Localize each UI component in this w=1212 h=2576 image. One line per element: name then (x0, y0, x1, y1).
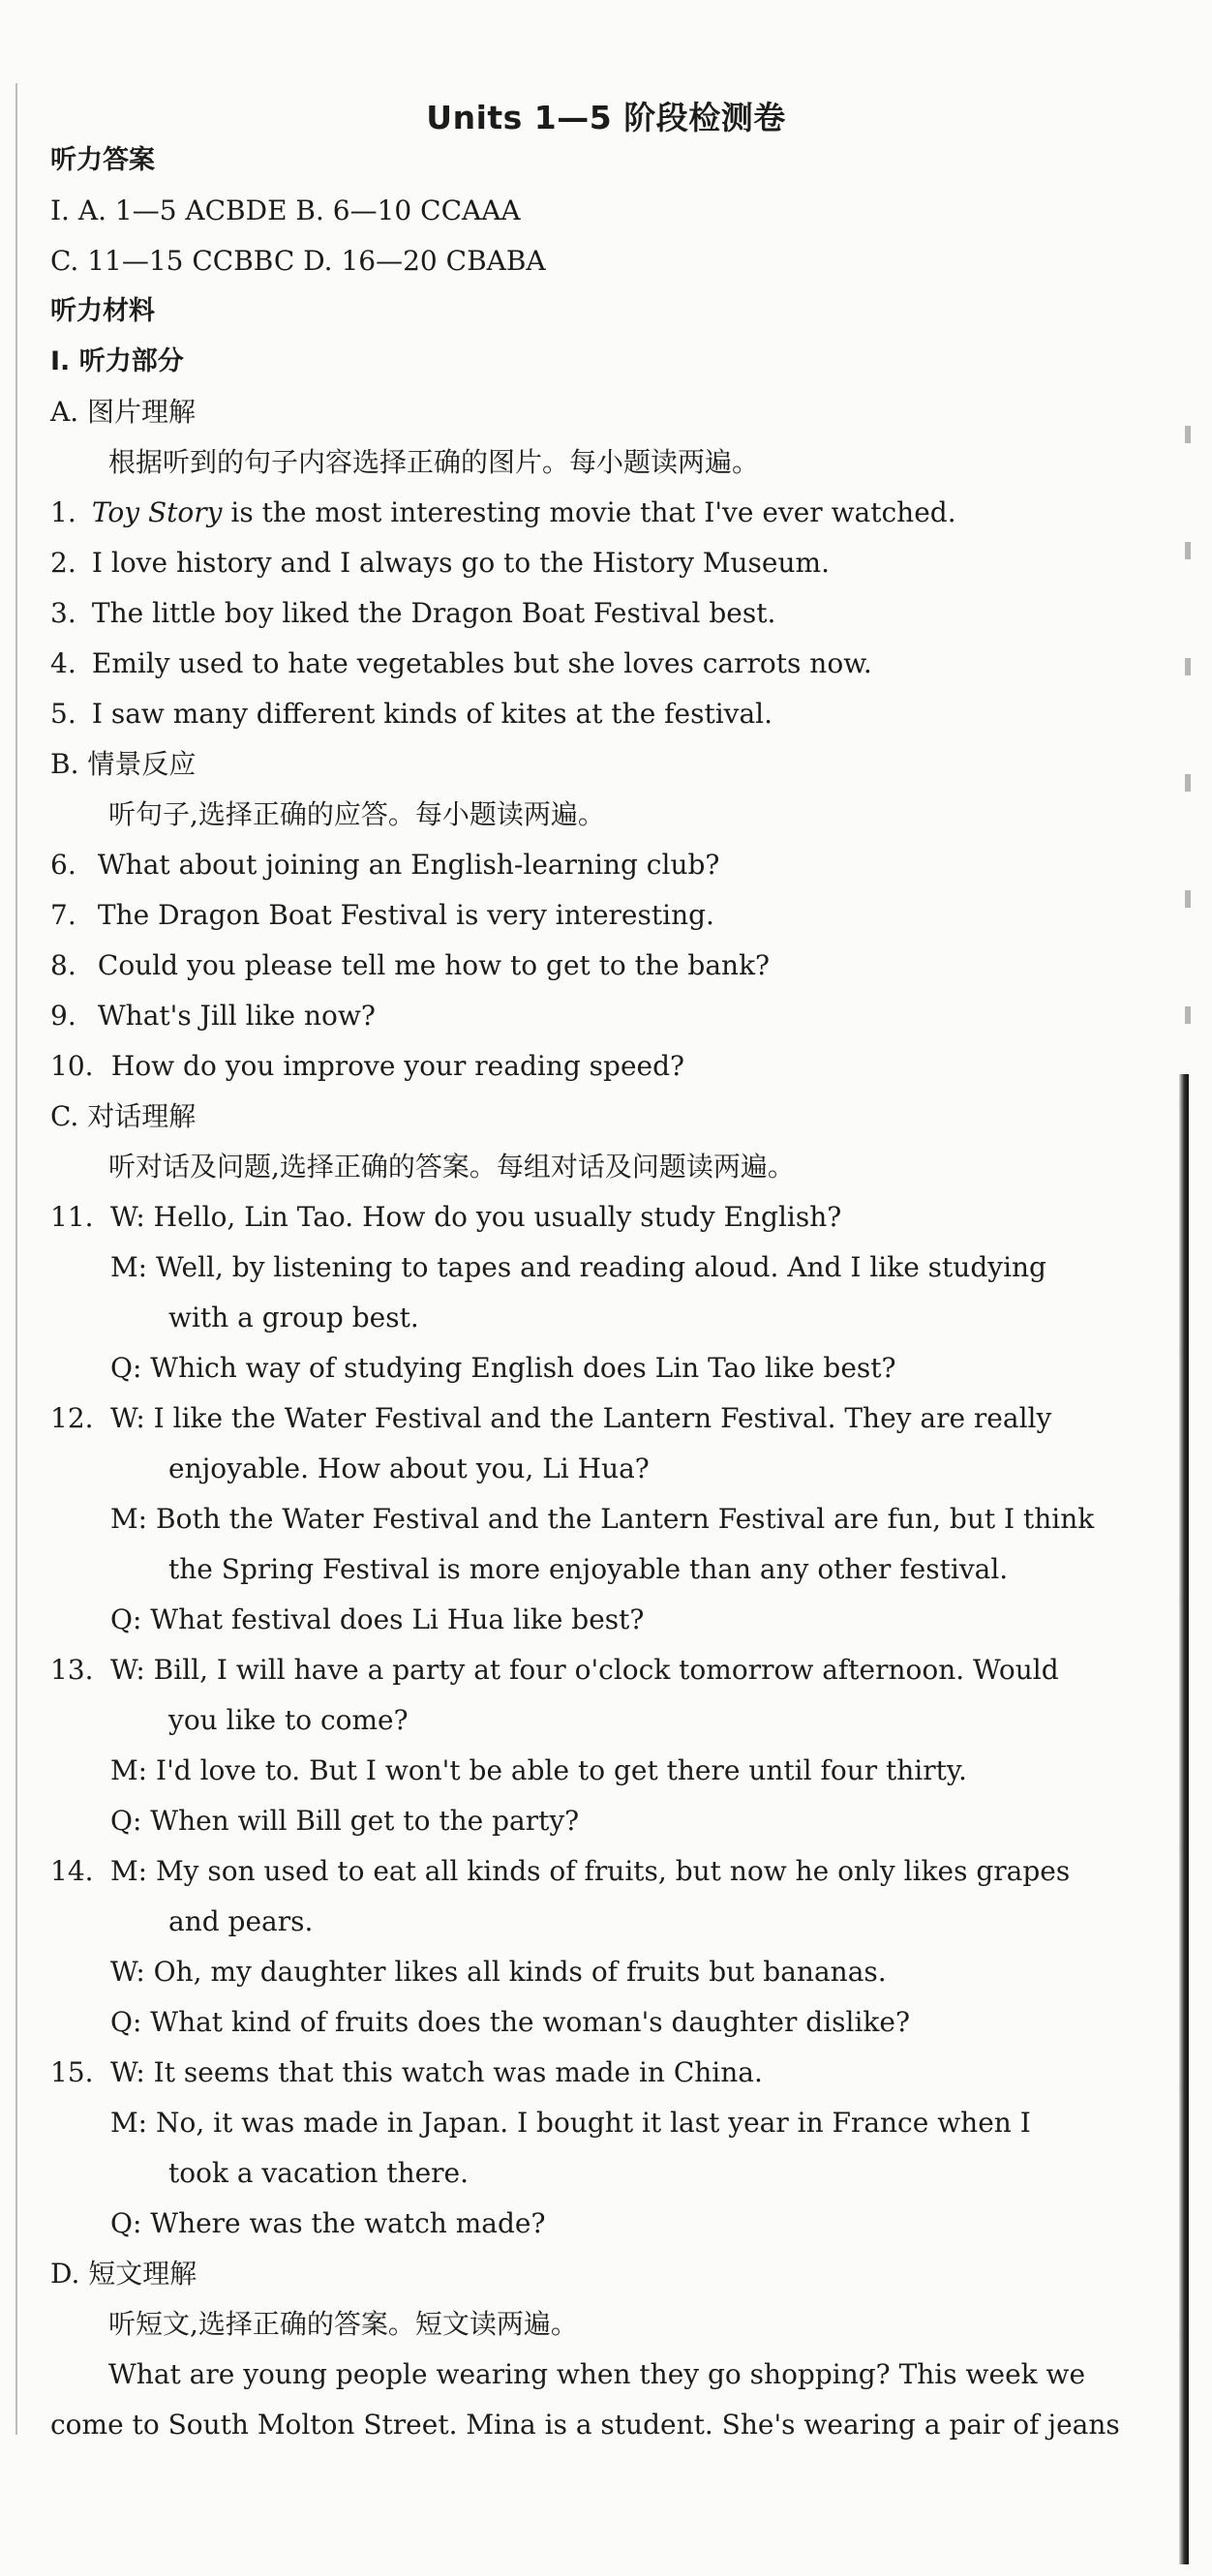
item-text: Could you please tell me how to get to the bank? (97, 949, 771, 981)
item-text: What's Jill like now? (97, 1000, 376, 1032)
dialogue-line: enjoyable. How about you, Li Hua? (168, 1453, 650, 1484)
section-d-label: D. 短文理解 (50, 2258, 197, 2290)
section-c-label: C. 对话理解 (50, 1100, 197, 1132)
item-number: 6. (50, 849, 76, 881)
item-number: 1. (50, 496, 76, 528)
section-a-instruction: 根据听到的句子内容选择正确的图片。每小题读两遍。 (108, 446, 760, 478)
list-item (50, 494, 956, 532)
item-text: Emily used to hate vegetables but she loves carrots now. (91, 647, 872, 679)
section-c-instruction: 听对话及问题,选择正确的答案。每组对话及问题读两遍。 (108, 1151, 795, 1183)
dialogue-number: 13. (50, 1654, 94, 1686)
list-item (50, 695, 773, 734)
item-number: 10. (50, 1050, 94, 1082)
page-title: Units 1—5 阶段检测卷 (426, 99, 786, 136)
item-number: 7. (50, 899, 76, 931)
item-number: 2. (50, 547, 76, 579)
item-text: What about joining an English-learning club? (97, 849, 720, 881)
dialogue-number: 12. (50, 1402, 94, 1434)
dialogue-line: W: I like the Water Festival and the Lantern Festival. They are really (110, 1402, 1052, 1434)
item-text: I saw many different kinds of kites at the festival. (91, 698, 773, 730)
dialogue-number: 15. (50, 2056, 94, 2088)
dialogue-number: 14. (50, 1855, 94, 1887)
dialogue-line: M: Both the Water Festival and the Lantern Festival are fun, but I think (110, 1503, 1095, 1535)
section-b-instruction: 听句子,选择正确的应答。每小题读两遍。 (108, 798, 605, 830)
item-number: 3. (50, 597, 76, 629)
dialogue-line: Q: Where was the watch made? (110, 2207, 546, 2239)
dialogue-line: Q: Which way of studying English does Lin Tao like best? (110, 1352, 896, 1384)
item-number: 4. (50, 647, 76, 679)
list-item (50, 846, 719, 884)
list-item (50, 946, 770, 985)
materials-heading: 听力材料 (50, 296, 155, 326)
list-item (50, 544, 830, 583)
dialogue-line: took a vacation there. (168, 2157, 470, 2189)
list-item (50, 896, 714, 935)
dialogue-line: with a group best. (168, 1302, 419, 1333)
item-text: How do you improve your reading speed? (110, 1050, 685, 1082)
item-text: I love history and I always go to the History Museum. (91, 547, 830, 579)
item-number: 5. (50, 698, 76, 730)
item-number: 8. (50, 949, 76, 981)
scan-edge-marks (1185, 387, 1191, 1064)
dialogue-line: M: Well, by listening to tapes and reading aloud. And I like studying (110, 1251, 1046, 1283)
dialogue-line: you like to come? (168, 1704, 409, 1736)
dialogue-line: M: My son used to eat all kinds of fruits, but now he only likes grapes (110, 1855, 1071, 1887)
list-item (50, 1047, 684, 1086)
answers-line-1: Ⅰ. A. 1—5 ACBDE B. 6—10 CCAAA (50, 195, 521, 226)
item-text: is the most interesting movie that I've ever watched. (222, 496, 956, 528)
dialogue-line: Q: What kind of fruits does the woman's daughter dislike? (110, 2006, 910, 2038)
dialogue-line: M: I'd love to. But I won't be able to get there until four thirty. (110, 1754, 967, 1786)
movie-title: Toy Story (91, 496, 223, 528)
answers-line-2: C. 11—15 CCBBC D. 16—20 CBABA (50, 245, 546, 277)
answers-heading: 听力答案 (50, 145, 155, 175)
passage-line: come to South Molton Street. Mina is a student. She's wearing a pair of jeans (50, 2409, 1120, 2441)
item-text: The Dragon Boat Festival is very interesting. (97, 899, 714, 931)
dialogue-line: and pears. (168, 1905, 314, 1937)
dialogue-line: W: Oh, my daughter likes all kinds of fruits but bananas. (110, 1956, 887, 1988)
item-text: The little boy liked the Dragon Boat Festival best. (91, 597, 776, 629)
section-b-label: B. 情景反应 (50, 748, 197, 780)
part-heading: Ⅰ. 听力部分 (50, 346, 184, 376)
dialogue-line: W: Bill, I will have a party at four o'clock tomorrow afternoon. Would (110, 1654, 1059, 1686)
section-a-label: A. 图片理解 (50, 396, 197, 428)
section-d-instruction: 听短文,选择正确的答案。短文读两遍。 (108, 2308, 578, 2340)
list-item (50, 594, 775, 633)
list-item (50, 997, 376, 1035)
passage-line: What are young people wearing when they go shopping? This week we (108, 2358, 1086, 2390)
dialogue-line: W: It seems that this watch was made in China. (110, 2056, 763, 2088)
dialogue-number: 11. (50, 1201, 94, 1233)
dialogue-line: M: No, it was made in Japan. I bought it last year in France when I (110, 2107, 1031, 2139)
list-item (50, 644, 872, 683)
dialogue-line: Q: What festival does Li Hua like best? (110, 1603, 645, 1635)
dialogue-line: W: Hello, Lin Tao. How do you usually study English? (110, 1201, 842, 1233)
margin-rule (15, 83, 17, 2435)
scan-edge-shadow (1179, 1074, 1189, 2564)
item-number: 9. (50, 1000, 76, 1032)
dialogue-line: Q: When will Bill get to the party? (110, 1805, 580, 1837)
dialogue-line: the Spring Festival is more enjoyable than any other festival. (168, 1553, 1009, 1585)
